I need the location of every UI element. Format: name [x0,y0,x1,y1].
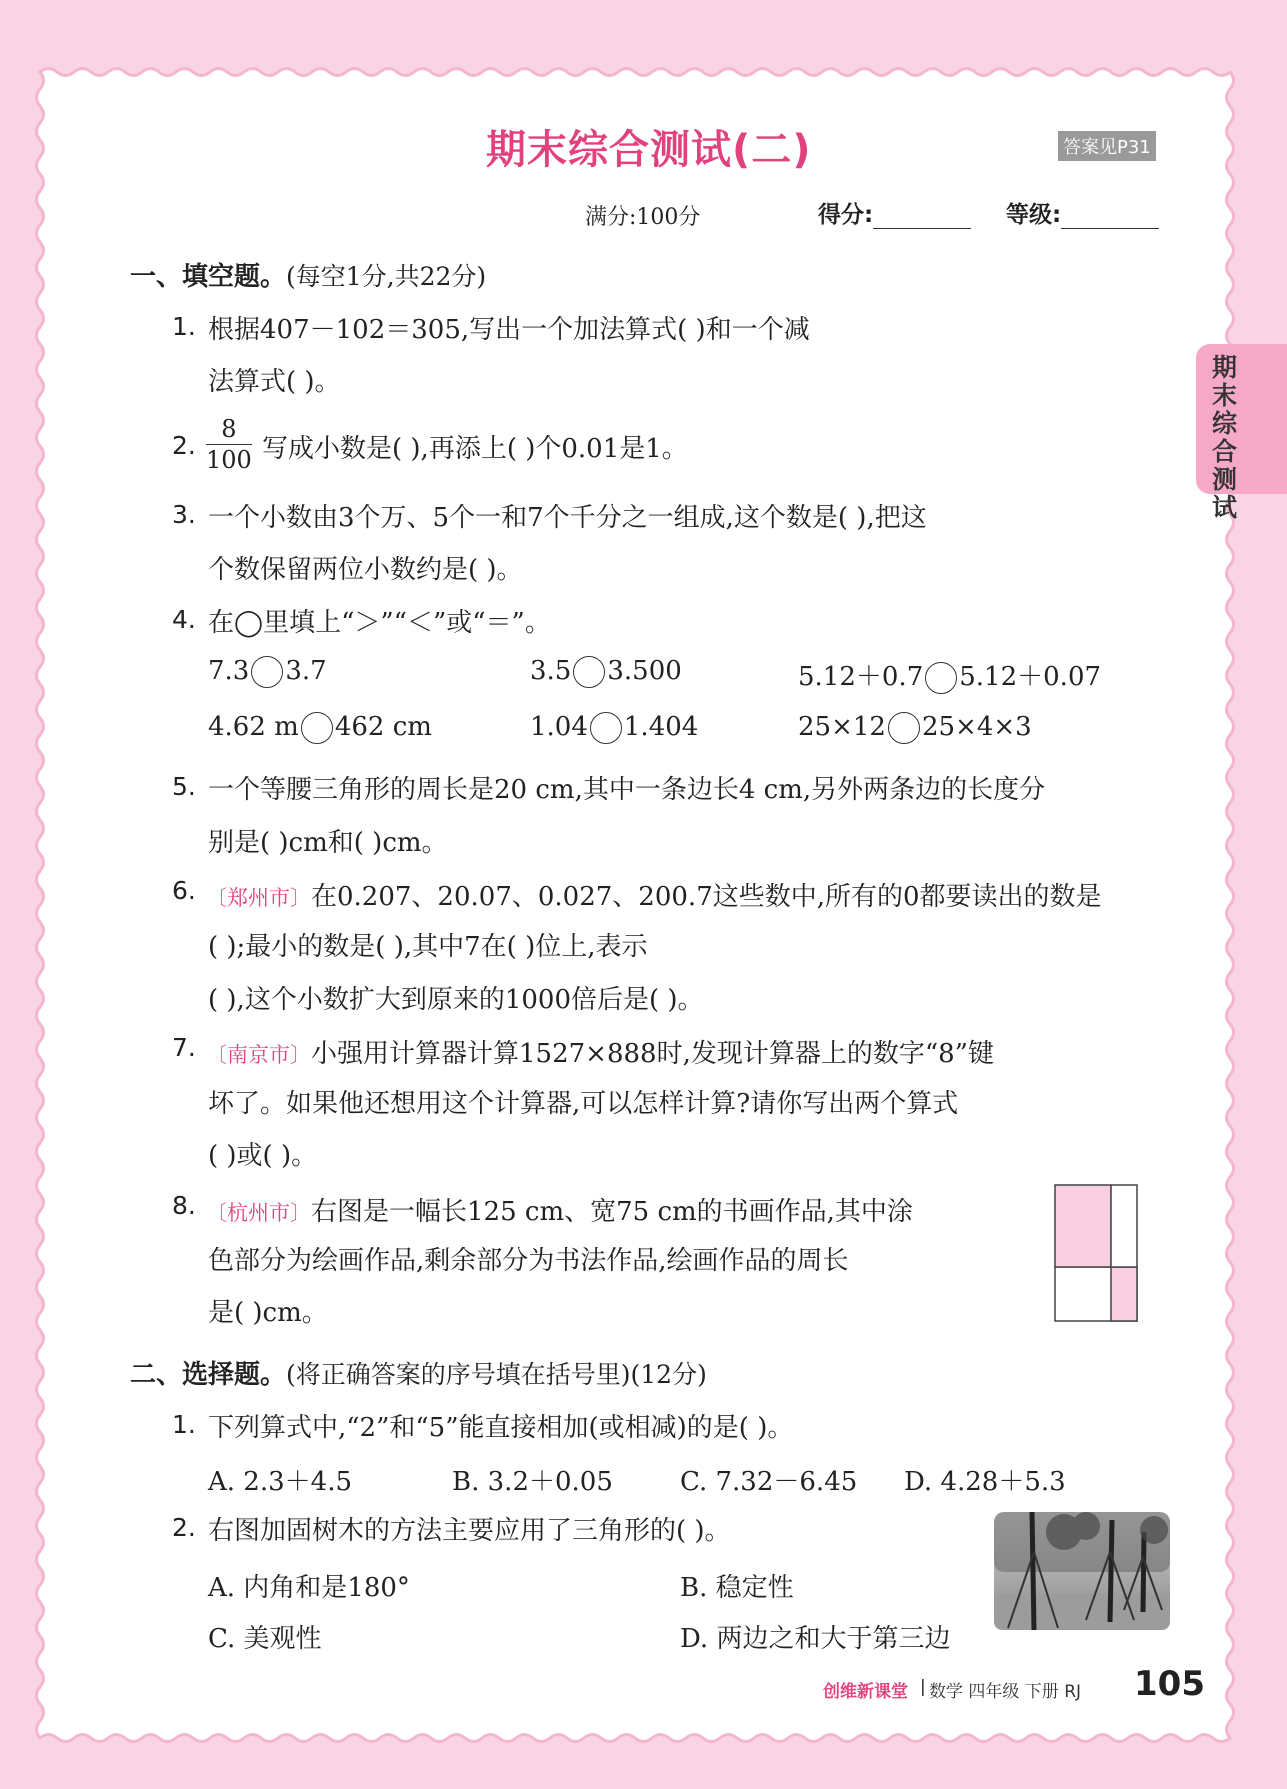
grade-label: 等级: [1006,202,1062,228]
fraction-numerator: 8 [206,414,252,445]
q4-number: 4. [172,605,196,634]
q8-line2: 色部分为绘画作品,剩余部分为书法作品,绘画作品的周长 [208,1246,849,1276]
option-c[interactable]: C. 美观性 [208,1624,322,1654]
compare-right: 3.500 [607,656,682,686]
score-field [818,196,971,229]
compare-circle[interactable] [573,656,605,688]
fraction-denominator: 100 [206,446,252,474]
option-d[interactable]: D. 两边之和大于第三边 [680,1624,951,1654]
compare-item [208,712,432,744]
calligraphy-region [1111,1185,1137,1267]
region-tag: 〔杭州市〕 [206,1201,311,1225]
option-c[interactable]: C. 7.32－6.45 [680,1467,858,1497]
compare-right: 3.7 [285,656,327,686]
compare-left: 3.5 [530,656,572,686]
q5-line1: 一个等腰三角形的周长是20 cm,其中一条边长4 cm,另外两条边的长度分 [208,775,1046,805]
q6-line2: ( );最小的数是( ),其中7在( )位上,表示 [208,932,648,962]
region-tag: 〔南京市〕 [206,1043,311,1067]
full-score: 满分:100分 [585,205,701,230]
grade-blank[interactable] [1061,204,1159,229]
tree-photo [994,1512,1170,1630]
q7-line3: ( )或( )。 [208,1141,318,1171]
option-a[interactable]: A. 2.3＋4.5 [208,1467,353,1497]
compare-left: 7.3 [208,656,250,686]
option-b[interactable]: B. 稳定性 [680,1573,794,1603]
q3-line2: 个数保留两位小数约是( )。 [208,555,523,585]
painting-region-small [1111,1267,1137,1321]
compare-item [208,656,327,688]
compare-left: 5.12＋0.7 [798,662,924,692]
section-note: (每空1分,共22分) [286,262,487,291]
q5-number: 5. [172,772,196,801]
q1-line1: 根据407－102＝305,写出一个加法算式( )和一个减 [208,315,810,345]
score-label: 得分: [818,202,874,228]
q5-line2: 别是( )cm和( )cm。 [208,828,448,858]
page-number: 105 [1134,1664,1205,1704]
compare-left: 4.62 m [208,712,299,742]
q7-line2: 坏了。如果他还想用这个计算器,可以怎样计算?请你写出两个算式 [208,1089,959,1119]
option-d[interactable]: D. 4.28＋5.3 [904,1467,1066,1497]
q3-number: 3. [172,500,196,529]
score-blank[interactable] [873,204,971,229]
compare-item [798,712,1032,744]
q2-number: 2. [172,431,196,460]
fraction [206,414,252,475]
painting-region-large [1055,1185,1111,1267]
painting-diagram [1054,1184,1138,1322]
compare-item [530,712,698,744]
option-a[interactable]: A. 内角和是180° [208,1573,410,1603]
compare-circle[interactable] [301,712,333,744]
q7-line1-row [206,1033,994,1070]
c1-text: 下列算式中,“2”和“5”能直接相加(或相减)的是( )。 [208,1413,794,1443]
q8-line1-row [206,1191,913,1228]
section-multiple-choice [130,1354,707,1391]
q2-fraction [206,414,252,475]
option-b[interactable]: B. 3.2＋0.05 [452,1467,613,1497]
compare-circle[interactable] [251,656,283,688]
compare-right: 462 cm [334,712,432,742]
section-title: 二、选择题。 [130,1360,287,1390]
side-tab-label: 期末综合测试 [1212,353,1238,522]
compare-circle[interactable] [590,712,622,744]
q3-line1: 一个小数由3个万、5个一和7个千分之一组成,这个数是( ),把这 [208,503,927,533]
q7-number: 7. [172,1033,196,1062]
compare-item [530,656,682,688]
q2-text: 写成小数是( ),再添上( )个0.01是1。 [262,434,688,464]
q6-line1: 在0.207、20.07、0.027、200.7这些数中,所有的0都要读出的数是 [311,882,1102,912]
compare-right: 5.12＋0.07 [959,662,1102,692]
c2-text: 右图加固树木的方法主要应用了三角形的( )。 [208,1516,731,1546]
compare-circle[interactable] [925,662,957,694]
q6-line1-row [206,876,1102,913]
compare-left: 25×12 [798,712,886,742]
region-tag: 〔郑州市〕 [206,886,311,910]
compare-right: 25×4×3 [921,712,1032,742]
compare-circle[interactable] [888,712,920,744]
side-tab [1196,344,1287,522]
footer-info: 数学 四年级 下册 RJ [929,1682,1082,1702]
compare-item [798,656,1101,694]
compare-left: 1.04 [530,712,588,742]
q6-line3: ( ),这个小数扩大到原来的1000倍后是( )。 [208,985,704,1015]
section-title: 一、填空题。 [130,262,287,292]
q1-number: 1. [172,312,196,341]
page-title: 期末综合测试(二) [486,127,812,173]
q8-line1: 右图是一幅长125 cm、宽75 cm的书画作品,其中涂 [311,1197,913,1227]
answer-reference-badge: 答案见P31 [1058,131,1156,161]
q8-number: 8. [172,1191,196,1220]
q4-text: 在◯里填上“＞”“＜”或“＝”。 [208,608,551,638]
compare-right: 1.404 [623,712,699,742]
q1-line2: 法算式( )。 [208,367,341,397]
section-fill-in [130,256,486,293]
c1-number: 1. [172,1410,196,1439]
q6-number: 6. [172,876,196,905]
footer-brand: 创维新课堂 [823,1682,908,1702]
q8-line3: 是( )cm。 [208,1298,328,1328]
section-note: (将正确答案的序号填在括号里)(12分) [286,1360,707,1389]
c2-number: 2. [172,1513,196,1542]
q7-line1: 小强用计算器计算1527×888时,发现计算器上的数字“8”键 [311,1039,994,1069]
grade-field [1006,196,1159,229]
footer-separator: | [920,1677,926,1697]
